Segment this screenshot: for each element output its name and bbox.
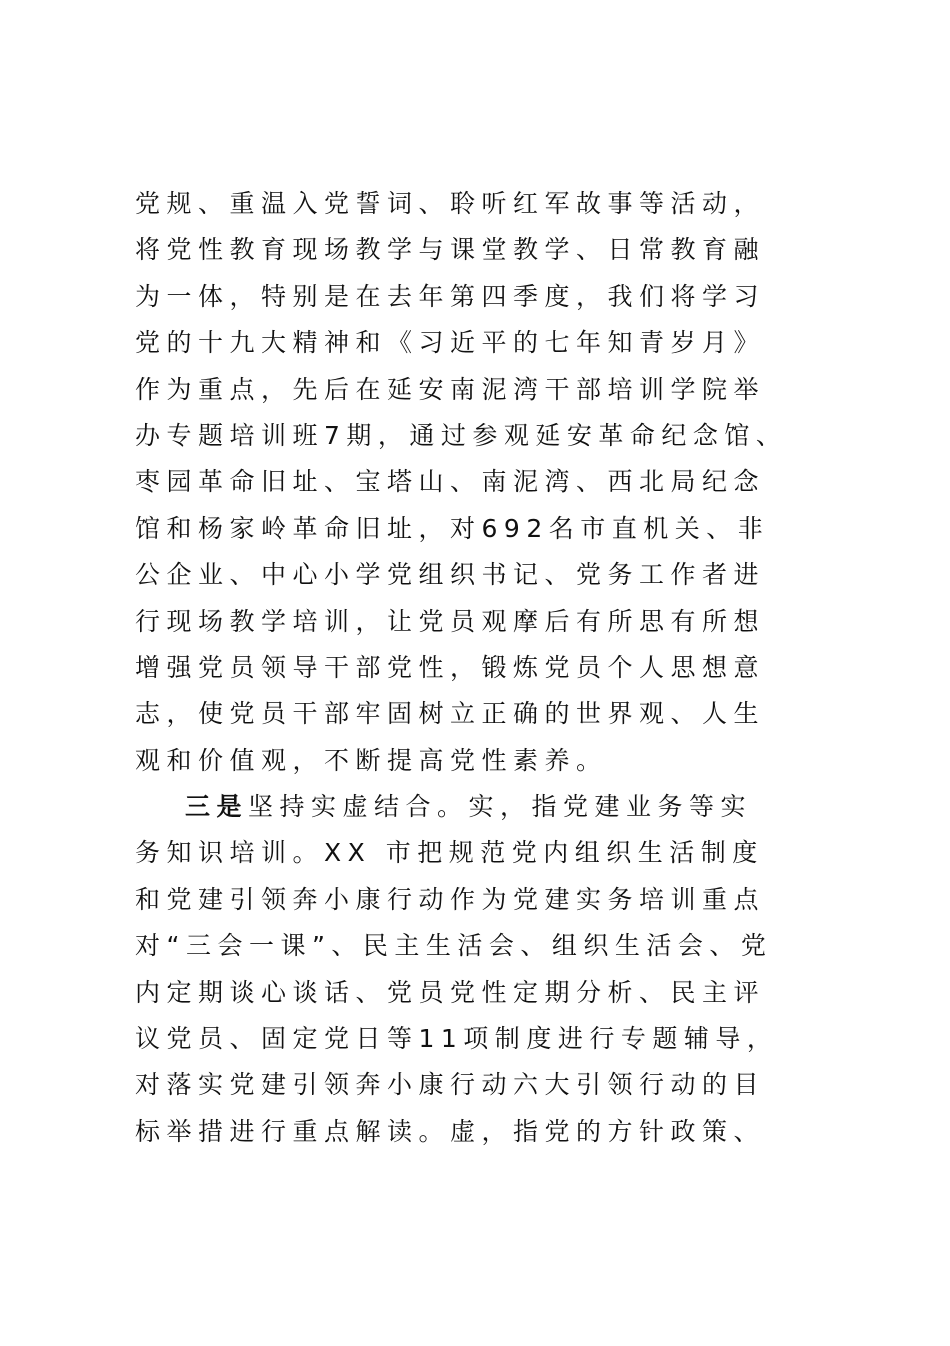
text-line: 标举措进行重点解读。虚，指党的方针政策、 <box>135 1116 766 1146</box>
text-line: 对落实党建引领奔小康行动六大引领行动的目 <box>135 1070 766 1100</box>
text-line: 为一体，特别是在去年第四季度，我们将学习 <box>135 281 766 311</box>
body-text <box>135 181 835 1155</box>
text-line: 务知识培训。XX 市把规范党内组织生活制度 <box>135 838 764 868</box>
text-line: 党的十九大精神和《习近平的七年知青岁月》 <box>135 328 766 358</box>
text-line: 志，使党员干部牢固树立正确的世界观、人生 <box>135 699 766 729</box>
text-line: 党规、重温入党誓词、聆听红军故事等活动， <box>135 189 766 218</box>
text-line: 和党建引领奔小康行动作为党建实务培训重点 <box>135 884 766 914</box>
text-line: 办专题培训班7期，通过参观延安革命纪念馆、 <box>135 420 788 450</box>
text-line: 作为重点，先后在延安南泥湾干部培训学院举 <box>135 374 766 404</box>
text-line: 增强党员领导干部党性，锻炼党员个人思想意 <box>135 652 766 682</box>
text-line: 馆和杨家岭革命旧址，对692名市直机关、非 <box>135 513 770 543</box>
text-line: 议党员、固定党日等11项制度进行专题辅导， <box>135 1024 779 1054</box>
text-line: 观和价值观，不断提高党性素养。 <box>135 745 608 775</box>
text-line: 将党性教育现场教学与课堂教学、日常教育融 <box>135 235 766 265</box>
paragraph-lead-bold: 三是 <box>185 792 249 822</box>
text-line: 对“三会一课”、民主生活会、组织生活会、党 <box>135 931 773 961</box>
paragraph-lead-rest: 坚持实虚结合。实，指党建业务等实 <box>248 792 753 822</box>
text-line: 枣园革命旧址、宝塔山、南泥湾、西北局纪念 <box>135 467 766 497</box>
text-line: 内定期谈心谈话、党员党性定期分析、民主评 <box>135 977 766 1007</box>
text-line: 公企业、中心小学党组织书记、党务工作者进 <box>135 560 766 590</box>
paragraph-lead-line <box>135 784 835 830</box>
text-line: 行现场教学培训，让党员观摩后有所思有所想 <box>135 606 766 636</box>
